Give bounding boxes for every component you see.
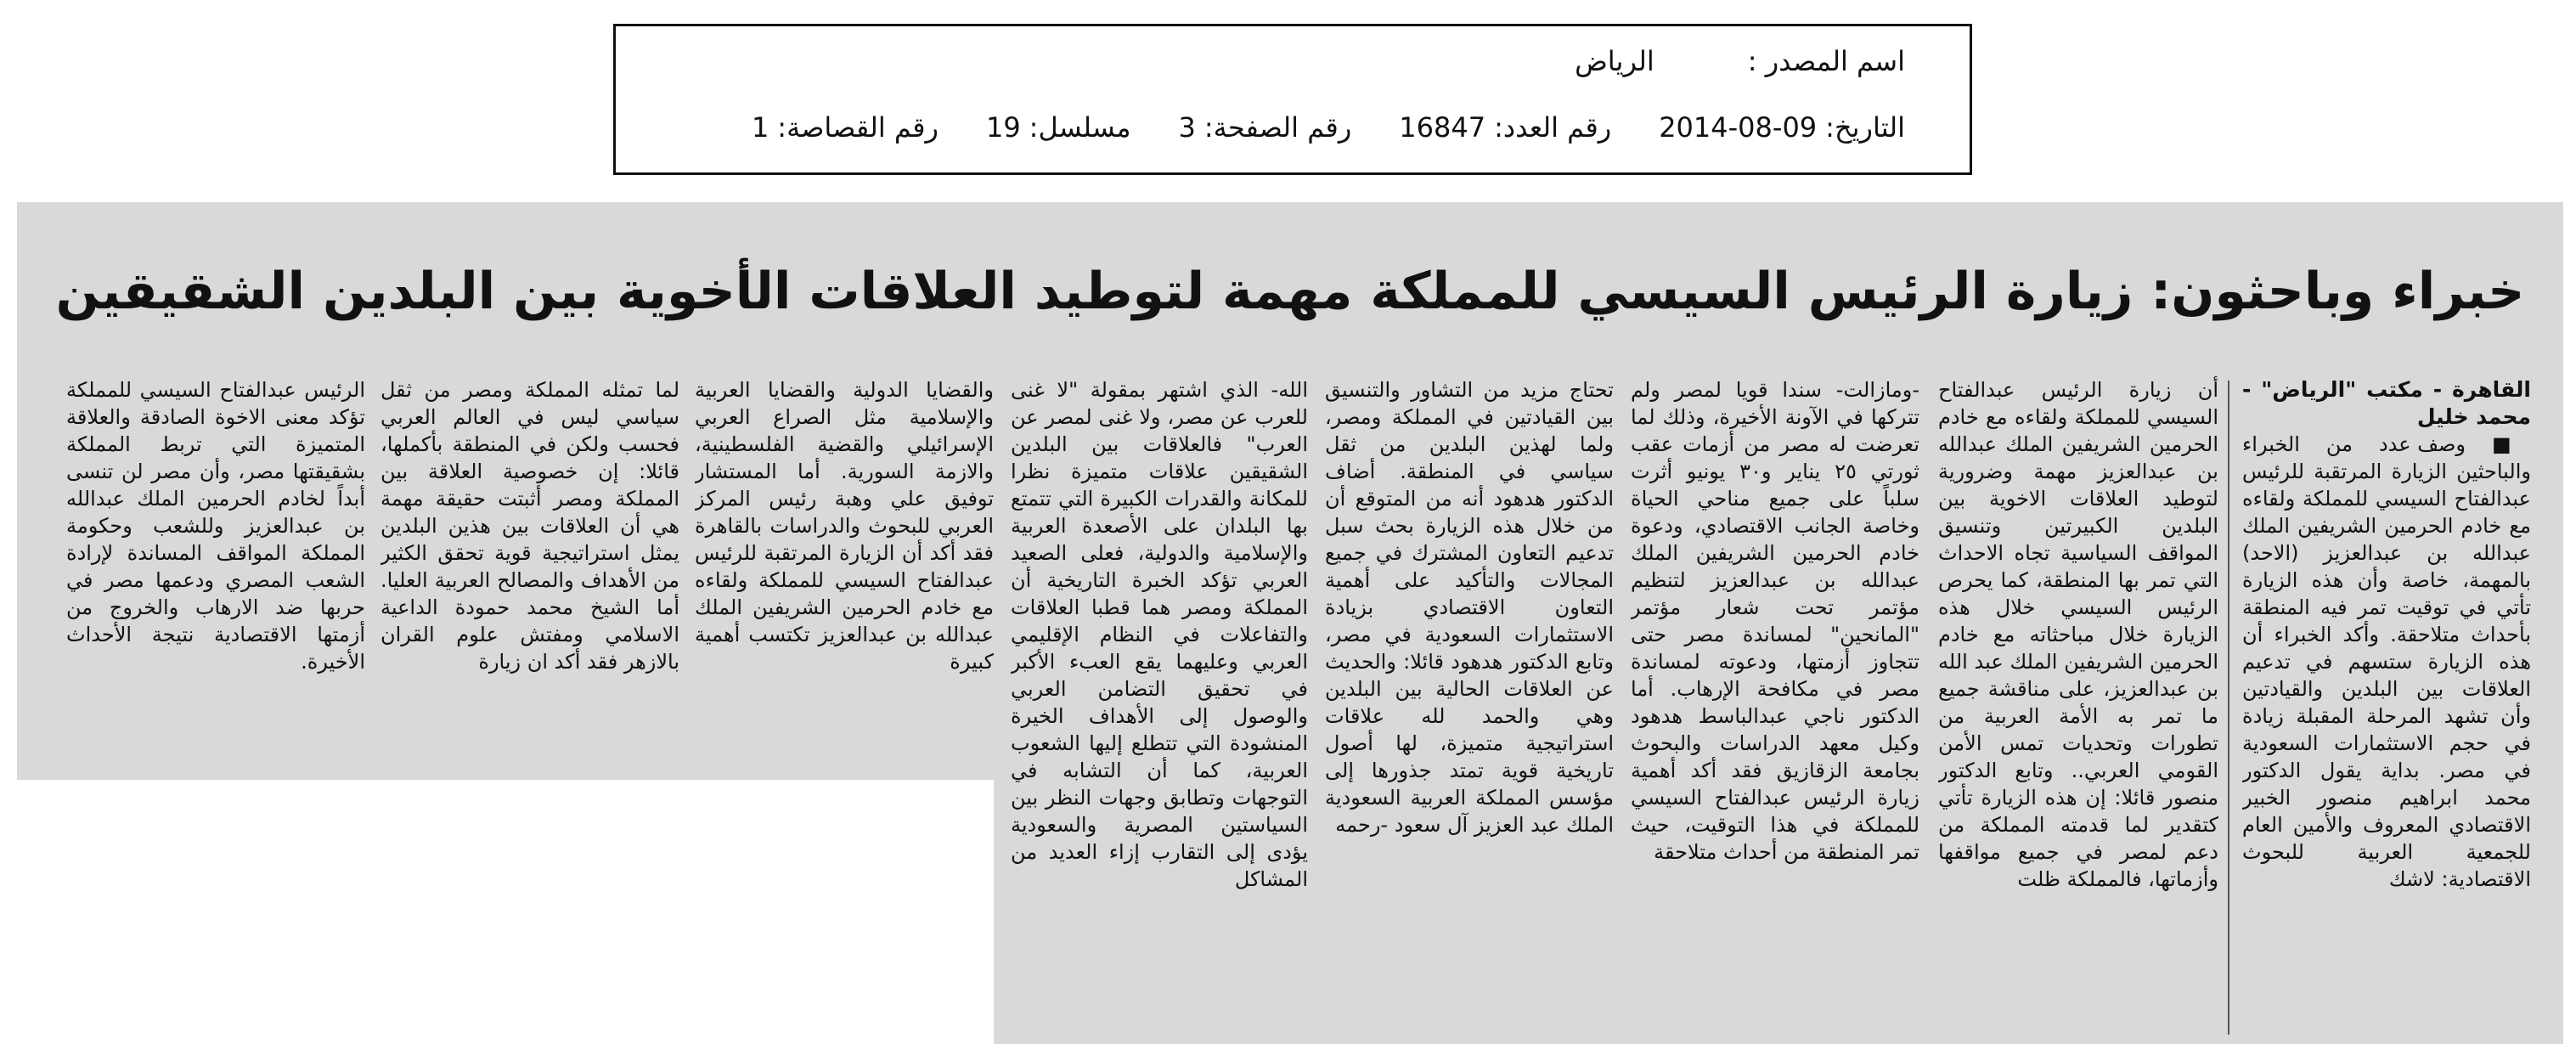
date-value: 2014-08-09 [1659, 111, 1818, 144]
article-column-5 [1011, 376, 1308, 1044]
column-8-text: الرئيس عبدالفتاح السيسي للمملكة تؤكد معنى الاخوة الصادقة والعلاقة المتميزة التي تربط المملكة بشقيقتها مصر، وأن مصر لن تنسى أبداً لخادم الحرمين الملك عبدالله بن عبدالعزيز وللشعب وحكومة المملكة المواقف المساندة لإرادة الشعب المصري ودعمها مصر في حربها ضد الارهاب والخروج من أزمتها الاقتصادية نتيجة الأحداث الأخيرة. [66, 378, 365, 674]
source-metadata-box [613, 24, 1972, 175]
article-column-7 [380, 376, 679, 769]
article-column-3 [1631, 376, 1919, 1044]
issue-label: رقم العدد: [1494, 111, 1612, 144]
newspaper-clipping [17, 202, 2563, 1044]
serial-label: مسلسل: [1029, 111, 1131, 144]
source-label: اسم المصدر : [1747, 45, 1905, 77]
serial-value: 19 [985, 111, 1021, 144]
clip-label: رقم القصاصة: [777, 111, 939, 144]
column-1-text: وصف عدد من الخبراء والباحثين الزيارة المرتقبة للرئيس عبدالفتاح السيسي للمملكة ولقاءه مع خادم الحرمين الشريفين الملك عبدالله بن عبدالعزيز (الاحد) بالمهمة، خاصة وأن هذه الزيارة تأتي في توقيت تمر فيه المنطقة بأحداث متلاحقة. وأكد الخبراء أن هذه الزيارة ستسهم في تدعيم العلاقات بين البلدين والقيادتين وأن تشهد المرحلة المقبلة زيادة في حجم الاستثمارات السعودية في مصر. بداية يقول الدكتور محمد ابراهيم منصور الخبير الاقتصادي المعروف والأمين العام للجمعية العربية للبحوث الاقتصادية: لاشك [2242, 432, 2531, 891]
source-row [1575, 45, 1905, 77]
column-divider [2228, 381, 2229, 1035]
issue-value: 16847 [1399, 111, 1486, 144]
article-byline: القاهرة - مكتب "الرياض" - محمد خليل [2242, 377, 2531, 429]
clip-value: 1 [751, 111, 769, 144]
article-column-4 [1325, 376, 1614, 1044]
article-headline: خبراء وباحثون: زيارة الرئيس السيسي للمملكة مهمة لتوطيد العلاقات الأخوية بين البلدين الشقيقين [55, 262, 2525, 321]
paragraph-bullet: ■ [2491, 432, 2531, 456]
source-value: الرياض [1575, 45, 1654, 77]
article-column-2 [1938, 376, 2218, 1044]
article-column-6 [695, 376, 994, 769]
column-7-text: لما تمثله المملكة ومصر من ثقل سياسي ليس في العالم العربي فحسب ولكن في المنطقة بأكملها، قائلا: إن خصوصية العلاقة بين المملكة ومصر أثبتت حقيقة مهمة هي أن العلاقات بين هذين البلدين يمثل استراتيجية قوية تحقق الكثير من الأهداف والمصالح العربية العليا. أما الشيخ محمد حمودة الداعية الاسلامي ومفتش علوم القران بالازهر فقد أكد ان زيارة [380, 378, 679, 674]
date-label: التاريخ: [1825, 111, 1905, 144]
page-value: 3 [1178, 111, 1196, 144]
column-5-text: الله- الذي اشتهر بمقولة "لا غنى للعرب عن مصر، ولا غنى لمصر عن العرب" فالعلاقات بين البلدين الشقيقين علاقات متميزة نظرا للمكانة والقدرات الكبيرة التي تتمتع بها البلدان على الأصعدة العربية والإسلامية والدولية، فعلى الصعيد العربي تؤكد الخبرة التاريخية أن المملكة ومصر هما قطبا العلاقات والتفاعلات في النظام الإقليمي العربي وعليهما يقع العبء الأكبر في تحقيق التضامن العربي والوصول إلى الأهداف الخيرة المنشودة التي تتطلع إليها الشعوب العربية، كما أن التشابه في التوجهات وتطابق وجهات النظر بين السياستين المصرية والسعودية يؤدى إلى التقارب إزاء العديد من المشاكل [1011, 378, 1308, 891]
article-column-1 [2242, 376, 2531, 1044]
issue-details-row [752, 111, 1905, 144]
column-2-text: أن زيارة الرئيس عبدالفتاح السيسي للمملكة ولقاءه مع خادم الحرمين الشريفين الملك عبدالله بن عبدالعزيز مهمة وضرورية لتوطيد العلاقات الاخوية بين البلدين الكبيرتين وتنسيق المواقف السياسية تجاه الاحداث التي تمر بها المنطقة، كما يحرص الرئيس السيسي خلال هذه الزيارة خلال مباحثاته مع خادم الحرمين الشريفين الملك عبد الله بن عبدالعزيز، على مناقشة جميع ما تمر به الأمة العربية من تطورات وتحديات تمس الأمن القومي العربي.. وتابع الدكتور منصور قائلا: إن هذه الزيارة تأتي كتقدير لما قدمته المملكة من دعم لمصر في جميع مواقفها وأزماتها، فالمملكة ظلت [1938, 378, 2218, 891]
article-column-8 [66, 376, 365, 769]
column-6-text: والقضايا الدولية والقضايا العربية والإسلامية مثل الصراع العربي الإسرائيلي والقضية الفلسطينية، والازمة السورية. أما المستشار توفيق علي وهبة رئيس المركز العربي للبحوث والدراسات بالقاهرة فقد أكد أن الزيارة المرتقبة للرئيس عبدالفتاح السيسي للمملكة ولقاءه مع خادم الحرمين الشريفين الملك عبدالله بن عبدالعزيز تكتسب أهمية كبيرة [695, 378, 994, 674]
page-label: رقم الصفحة: [1203, 111, 1352, 144]
column-3-text: -ومازالت- سندا قويا لمصر ولم تتركها في الآونة الأخيرة، وذلك لما تعرضت له مصر من أزمات عقب ثورتي ٢٥ يناير و٣٠ يونيو أثرت سلباً على جميع مناحي الحياة وخاصة الجانب الاقتصادي، ودعوة خادم الحرمين الشريفين الملك عبدالله بن عبدالعزيز لتنظيم مؤتمر تحت شعار مؤتمر "المانحين" لمساندة مصر حتى تتجاوز أزمتها، ودعوته لمساندة مصر في مكافحة الإرهاب. أما الدكتور ناجي عبدالباسط هدهود وكيل معهد الدراسات والبحوث بجامعة الزقازيق فقد أكد أهمية زيارة الرئيس عبدالفتاح السيسي للمملكة في هذا التوقيت، حيث تمر المنطقة من أحداث متلاحقة [1631, 378, 1919, 864]
column-4-text: تحتاج مزيد من التشاور والتنسيق بين القيادتين في المملكة ومصر، ولما لهذين البلدين من ثقل سياسي في المنطقة. أضاف الدكتور هدهود أنه من المتوقع أن من خلال هذه الزيارة بحث سبل تدعيم التعاون المشترك في جميع المجالات والتأكيد على أهمية التعاون الاقتصادي بزيادة الاستثمارات السعودية في مصر، وتابع الدكتور هدهود قائلا: والحديث عن العلاقات الحالية بين البلدين وهي والحمد لله علاقات استراتيجية متميزة، لها أصول تاريخية قوية تمتد جذورها إلى مؤسس المملكة العربية السعودية الملك عبد العزيز آل سعود -رحمه [1325, 378, 1614, 837]
